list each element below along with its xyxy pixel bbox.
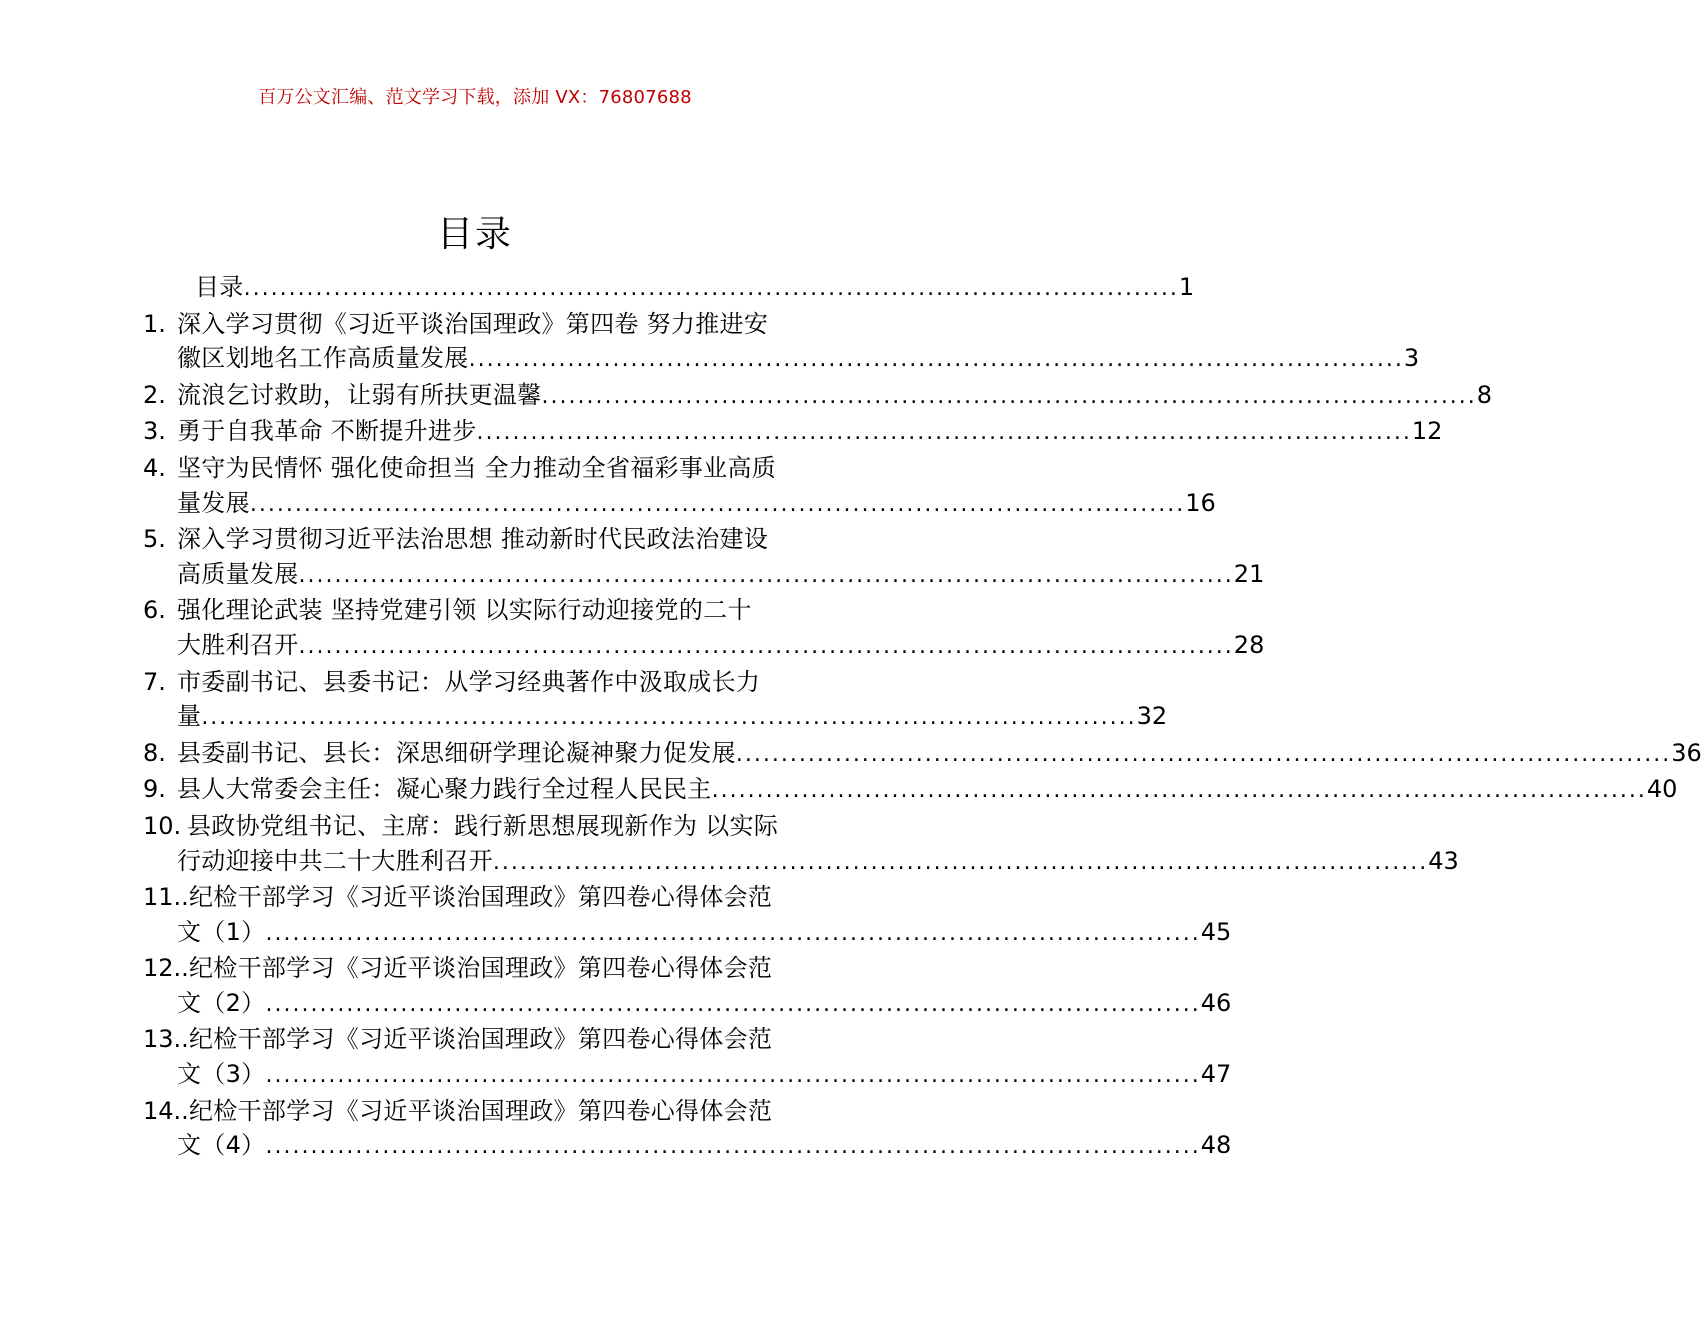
dot-leader: ........................................................................................................: [476, 420, 1412, 446]
table-of-contents: [143, 270, 1702, 1165]
toc-page-number: 32: [1136, 702, 1168, 731]
toc-page-number: 1: [1178, 273, 1195, 301]
toc-entry-number: 3.: [143, 417, 166, 446]
toc-entry-title-line: 纪检干部学习《习近平谈治国理政》第四卷心得体会范: [189, 883, 773, 912]
toc-entry[interactable]: [143, 736, 1702, 773]
toc-entry-title-line: 坚守为民情怀 强化使命担当 全力推动全省福彩事业高质: [177, 453, 777, 482]
toc-entry-title-line: 强化理论武装 坚持党建引领 以实际行动迎接党的二十: [177, 596, 752, 625]
toc-page-number: 16: [1185, 488, 1216, 517]
toc-entry-continuation[interactable]: [143, 986, 1232, 1023]
toc-page-number: 3: [1403, 344, 1420, 373]
dot-leader: ........................................................................................................: [265, 920, 1201, 946]
toc-entry-title-cont: 文（4）: [177, 1131, 266, 1160]
toc-entry-number: 7.: [143, 667, 166, 696]
toc-entry-continuation[interactable]: [143, 1057, 1232, 1094]
toc-page-number: 28: [1233, 630, 1265, 659]
toc-entry-continuation[interactable]: [143, 844, 1459, 881]
toc-page-number: 12: [1411, 417, 1443, 446]
dot-leader: ........................................................................................................: [492, 849, 1429, 875]
dot-leader: ........................................................................................................: [298, 633, 1234, 659]
toc-page-number: 46: [1200, 988, 1232, 1017]
toc-entry[interactable]: [143, 665, 1168, 736]
toc-entry[interactable]: [143, 593, 1265, 664]
toc-entry-title-line: 纪检干部学习《习近平谈治国理政》第四卷心得体会范: [189, 954, 773, 983]
toc-entry-title-line: 纪检干部学习《习近平谈治国理政》第四卷心得体会范: [189, 1096, 773, 1125]
toc-entry-title-cont: 量发展: [177, 488, 250, 517]
toc-entry-title-line: 深入学习贯彻《习近平谈治国理政》第四卷 努力推进安: [177, 309, 769, 338]
toc-entry-title: 流浪乞讨救助，让弱有所扶更温馨: [177, 380, 542, 409]
toc-page-number: 48: [1200, 1131, 1232, 1160]
toc-entry-number: 14..: [143, 1096, 189, 1125]
toc-entry-number: 11..: [143, 883, 189, 912]
toc-entry-title: 县委副书记、县长：深思细研学理论凝神聚力促发展: [177, 738, 736, 767]
dot-leader: ........................................................................................................: [265, 1134, 1201, 1160]
toc-entry[interactable]: [143, 1094, 807, 1129]
toc-entry-number: 6.: [143, 596, 166, 625]
toc-entry-continuation[interactable]: [143, 915, 1232, 952]
dot-leader: ........................................................................................................: [735, 741, 1672, 767]
toc-entry-number: 4.: [143, 453, 166, 482]
dot-leader: ........................................................................................................: [249, 491, 1186, 517]
toc-entry[interactable]: [143, 522, 1265, 593]
toc-entry-title-cont: 文（3）: [177, 1060, 266, 1089]
toc-entry-number: 2.: [143, 380, 166, 409]
dot-leader: ........................................................................................................: [265, 1063, 1201, 1089]
toc-entry-continuation[interactable]: [143, 1128, 1232, 1165]
toc-entry-title: 目录: [195, 273, 244, 301]
toc-entry-title: 县人大常委会主任：凝心聚力践行全过程人民民主: [177, 775, 712, 804]
toc-entry-number: 13..: [143, 1025, 189, 1054]
toc-entry-title-line: 纪检干部学习《习近平谈治国理政》第四卷心得体会范: [189, 1025, 773, 1054]
toc-page-number: 8: [1476, 380, 1493, 409]
header-banner: 百万公文汇编、范文学习下载，添加 VX：76807688: [258, 87, 692, 108]
toc-entry-title-cont: 量: [177, 702, 202, 731]
toc-page-number: 21: [1233, 559, 1265, 588]
toc-entry-title-line: 深入学习贯彻习近平法治思想 推动新时代民政法治建设: [177, 525, 769, 554]
toc-page-number: 43: [1428, 846, 1459, 875]
toc-entry-number: 8.: [143, 738, 166, 767]
toc-entry[interactable]: [143, 414, 1443, 451]
toc-entry-number: 12..: [143, 954, 189, 983]
dot-leader: ........................................................................................................: [298, 562, 1234, 588]
toc-entry-contents[interactable]: [143, 270, 1195, 307]
toc-entry[interactable]: [143, 772, 1678, 809]
toc-entry-title-cont: 文（2）: [177, 988, 266, 1017]
toc-entry[interactable]: [143, 1022, 807, 1057]
dot-leader: ........................................................................................................: [243, 276, 1179, 301]
page-title: 目录: [436, 214, 513, 255]
toc-entry-number: 9.: [143, 775, 166, 804]
toc-entry-number: 1.: [143, 309, 166, 338]
toc-entry[interactable]: [143, 378, 1493, 415]
toc-entry-title-line: 市委副书记、县委书记：从学习经典著作中汲取成长力: [177, 667, 761, 696]
toc-entry-title: 勇于自我革命 不断提升进步: [177, 417, 477, 446]
toc-page-number: 36: [1671, 738, 1702, 767]
toc-entry-title-line: 县政协党组书记、主席：践行新思想展现新作为 以实际: [187, 811, 779, 840]
toc-entry[interactable]: [143, 451, 1216, 522]
toc-entry-number: 5.: [143, 525, 166, 554]
toc-entry[interactable]: [143, 880, 807, 915]
toc-entry-title-cont: 行动迎接中共二十大胜利召开: [177, 846, 493, 875]
toc-page-number: 45: [1200, 917, 1232, 946]
toc-entry[interactable]: [143, 951, 807, 986]
dot-leader: ........................................................................................................: [541, 383, 1477, 409]
dot-leader: ........................................................................................................: [711, 778, 1647, 804]
toc-entry[interactable]: [143, 307, 1420, 378]
dot-leader: ........................................................................................................: [265, 991, 1201, 1017]
toc-entry[interactable]: [143, 809, 807, 844]
toc-entry-title-cont: 高质量发展: [177, 559, 299, 588]
toc-entry-title-cont: 徽区划地名工作高质量发展: [177, 344, 469, 373]
toc-entry-number: 10.: [143, 811, 182, 840]
toc-entry-title-cont: 大胜利召开: [177, 630, 299, 659]
dot-leader: ........................................................................................................: [468, 347, 1404, 373]
dot-leader: ........................................................................................................: [201, 705, 1137, 731]
toc-entry-title-cont: 文（1）: [177, 917, 266, 946]
toc-page-number: 47: [1200, 1060, 1232, 1089]
toc-page-number: 40: [1646, 775, 1678, 804]
